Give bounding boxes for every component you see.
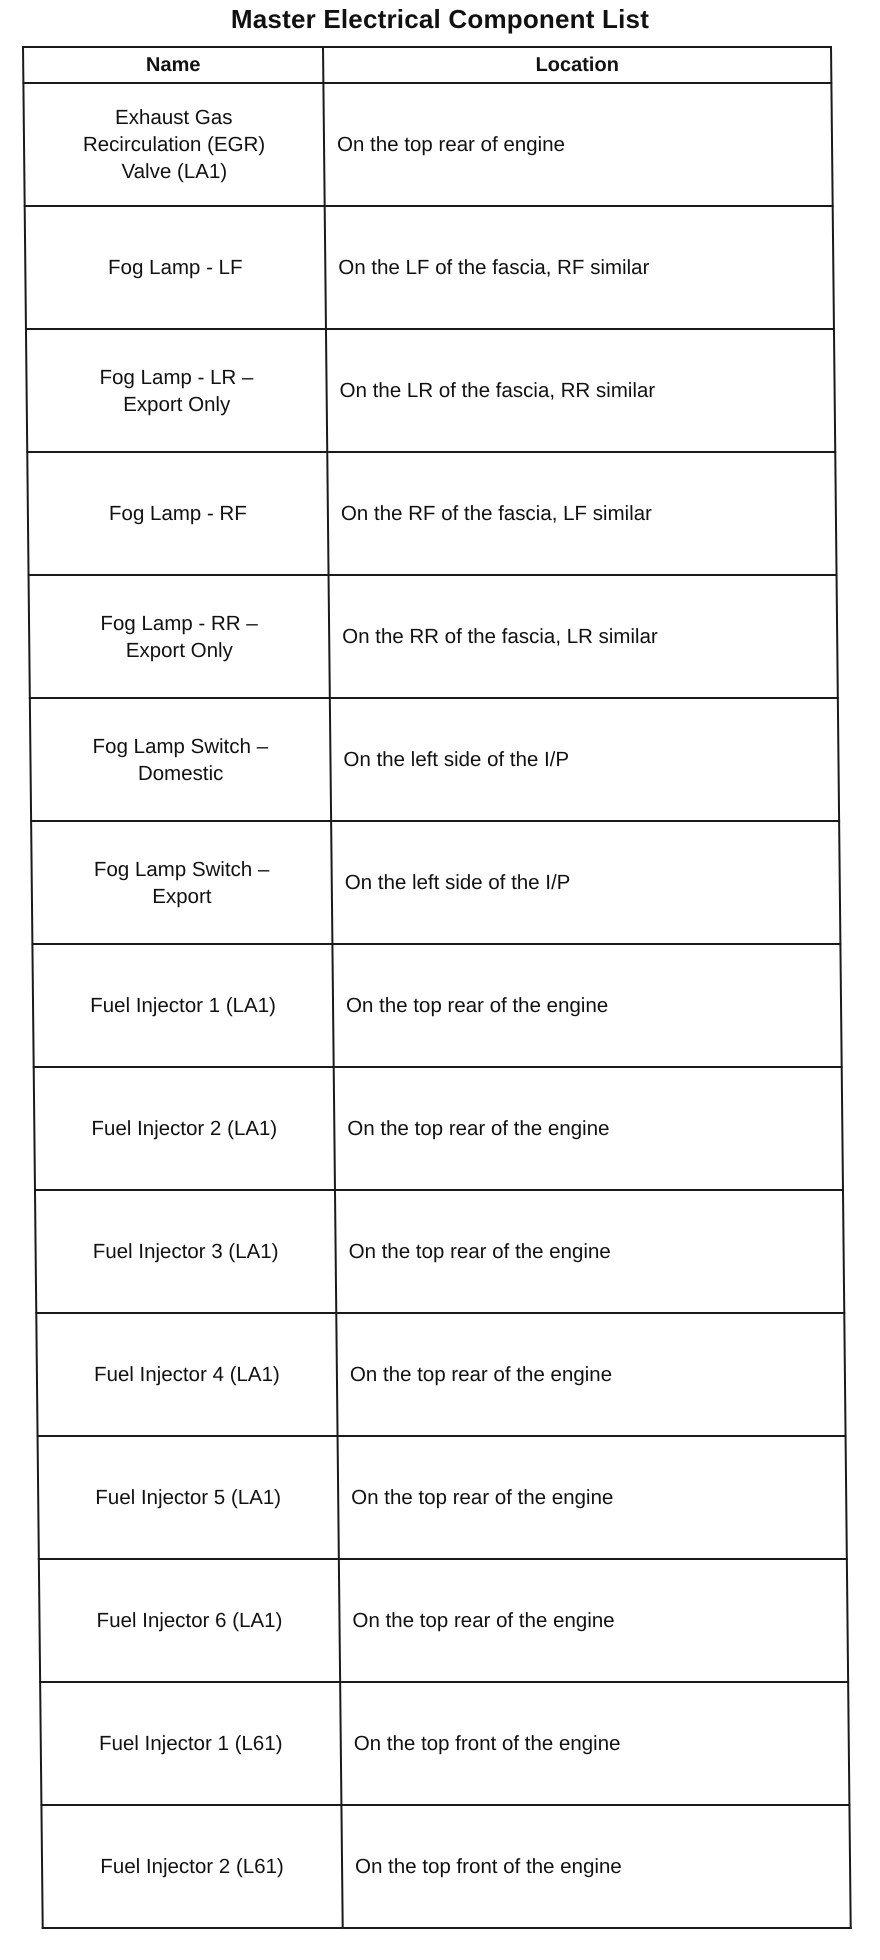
component-name-line: Fog Lamp Switch – <box>93 857 270 881</box>
component-name-cell <box>27 452 328 575</box>
component-name-line: Fuel Injector 2 (L61) <box>100 1855 284 1878</box>
component-location-cell: On the RF of the fascia, LF similar <box>327 452 836 575</box>
table-row <box>41 1805 850 1928</box>
component-name-line: Fuel Injector 2 (LA1) <box>91 1117 278 1140</box>
component-name-line: Export Only <box>123 392 231 416</box>
component-name-cell <box>32 944 333 1067</box>
component-name-cell <box>31 821 332 944</box>
component-location-cell: On the top front of the engine <box>340 1682 849 1805</box>
component-location-cell: On the top rear of the engine <box>336 1313 845 1436</box>
component-name-line: Export <box>152 884 212 908</box>
component-location-cell: On the left side of the I/P <box>331 821 840 944</box>
table-row <box>40 1682 849 1805</box>
component-name-line: Recirculation (EGR) <box>82 133 266 156</box>
component-location-cell: On the left side of the I/P <box>330 698 839 821</box>
table-row <box>23 83 832 206</box>
component-name-line: Fuel Injector 5 (LA1) <box>95 1486 282 1509</box>
component-name-cell <box>35 1190 336 1313</box>
component-location-cell: On the top rear of the engine <box>332 944 841 1067</box>
component-location-cell: On the top front of the engine <box>341 1805 850 1928</box>
component-name-line: Valve (LA1) <box>121 160 228 183</box>
column-header-name: Name <box>23 47 323 83</box>
component-location-cell: On the LR of the fascia, RR similar <box>326 329 835 452</box>
table-row <box>30 698 839 821</box>
table-row <box>31 821 840 944</box>
page-title: Master Electrical Component List <box>230 4 650 34</box>
component-location-cell: On the top rear of the engine <box>334 1067 843 1190</box>
table-row <box>32 944 841 1067</box>
component-name-line: Fuel Injector 6 (LA1) <box>96 1609 283 1632</box>
component-name-cell <box>30 698 331 821</box>
component-name-line: Fog Lamp - RF <box>108 502 247 525</box>
component-name-line: Domestic <box>137 761 224 785</box>
component-location-cell: On the LF of the fascia, RF similar <box>325 206 834 329</box>
table-row <box>35 1190 844 1313</box>
component-location-cell: On the RR of the fascia, LR similar <box>329 575 838 698</box>
component-name-line: Fog Lamp Switch – <box>92 734 269 758</box>
component-name-line: Export Only <box>125 638 233 662</box>
component-table <box>22 46 852 1929</box>
table-row <box>27 452 836 575</box>
table-row <box>34 1067 843 1190</box>
table-row <box>38 1436 847 1559</box>
table-row <box>29 575 838 698</box>
column-header-location: Location <box>323 47 831 83</box>
table-header-row <box>23 47 831 83</box>
component-name-cell <box>36 1313 337 1436</box>
component-name-line: Fog Lamp - LF <box>107 256 243 279</box>
component-name-line: Fuel Injector 1 (L61) <box>98 1732 283 1755</box>
component-name-cell <box>25 206 326 329</box>
component-name-line: Fuel Injector 3 (LA1) <box>92 1240 279 1263</box>
component-location-cell: On the top rear of engine <box>323 83 832 206</box>
table-row <box>39 1559 848 1682</box>
component-location-cell: On the top rear of the engine <box>338 1436 847 1559</box>
table-body <box>23 83 850 1928</box>
component-name-cell <box>41 1805 342 1928</box>
component-name-line: Exhaust Gas <box>114 106 233 129</box>
component-name-line: Fog Lamp - RR – <box>100 611 258 635</box>
component-name-line: Fuel Injector 4 (LA1) <box>93 1363 280 1386</box>
component-name-line: Fog Lamp - LR – <box>99 365 254 389</box>
component-name-cell <box>26 329 327 452</box>
component-location-cell: On the top rear of the engine <box>339 1559 848 1682</box>
component-name-cell <box>40 1682 341 1805</box>
table-row <box>25 206 834 329</box>
component-location-cell: On the top rear of the engine <box>335 1190 844 1313</box>
component-name-cell <box>23 83 324 206</box>
component-name-cell <box>38 1436 339 1559</box>
component-name-cell <box>39 1559 340 1682</box>
table-row <box>26 329 835 452</box>
component-name-cell <box>34 1067 335 1190</box>
component-name-line: Fuel Injector 1 (LA1) <box>90 994 277 1017</box>
table-row <box>36 1313 845 1436</box>
component-name-cell <box>29 575 330 698</box>
